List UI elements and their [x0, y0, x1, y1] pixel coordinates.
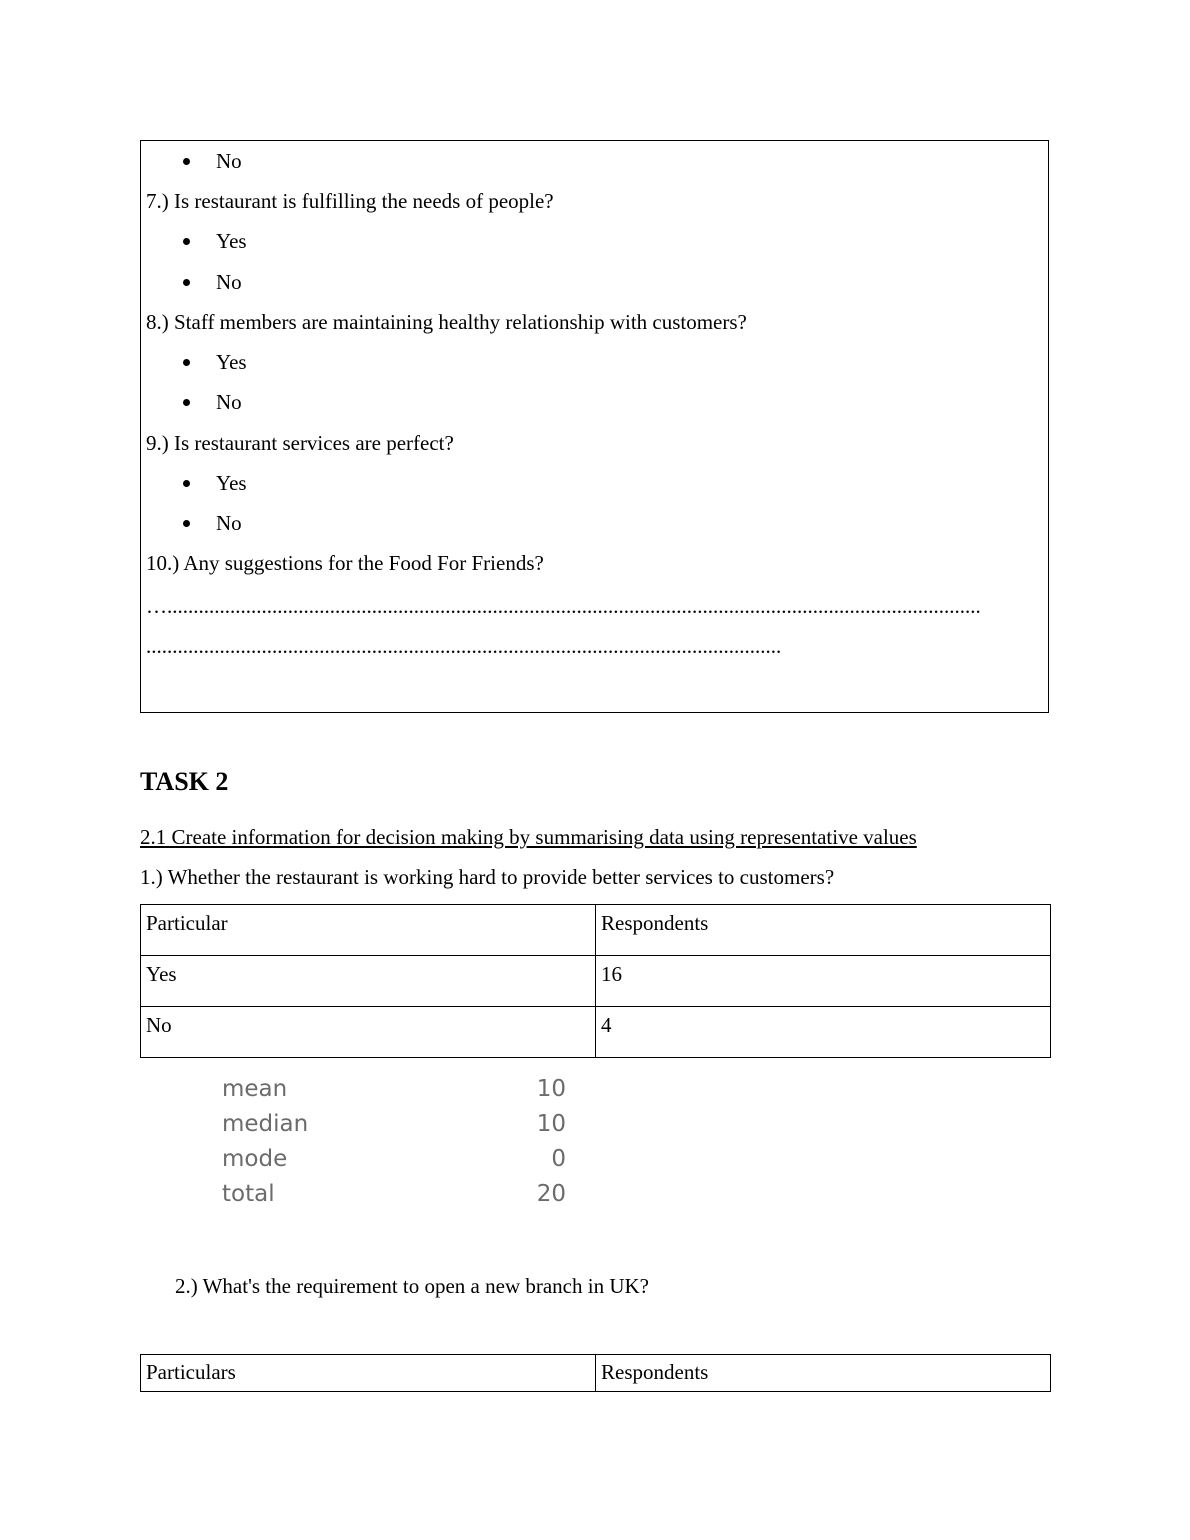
list-item [216, 229, 247, 253]
bullet-icon [183, 359, 190, 366]
stat-row [222, 1146, 572, 1181]
table-row [141, 956, 1051, 1007]
table-header-row [141, 1355, 1051, 1392]
table-header-cell: Respondents [596, 905, 1051, 956]
question-1: 1.) Whether the restaurant is working hard to provide better services to customers? [140, 865, 835, 889]
list-item [216, 390, 242, 414]
table-cell: Yes [141, 956, 596, 1007]
stat-value: 10 [536, 1111, 566, 1137]
bullet-icon [183, 238, 190, 245]
summary-statistics [222, 1076, 572, 1216]
answer-dotted-line-1: …........................................................................................................................................................... [146, 594, 981, 618]
stat-label: mean [222, 1076, 288, 1102]
stat-value: 0 [551, 1146, 566, 1172]
question-9: 9.) Is restaurant services are perfect? [146, 431, 454, 455]
list-item [216, 511, 242, 535]
stat-label: mode [222, 1146, 288, 1172]
stat-value: 20 [536, 1181, 566, 1207]
stat-label: median [222, 1111, 309, 1137]
question-7: 7.) Is restaurant is fulfilling the needs of people? [146, 189, 554, 213]
list-item [216, 350, 247, 374]
bullet-icon [183, 399, 190, 406]
option-label: No [216, 390, 242, 414]
list-item [216, 270, 242, 294]
option-label: Yes [216, 229, 247, 253]
answer-dotted-line-2: ......................................................................................................................... [146, 634, 782, 658]
table-cell: No [141, 1007, 596, 1058]
option-label: Yes [216, 350, 247, 374]
bullet-icon [183, 279, 190, 286]
list-item [216, 471, 247, 495]
question-10: 10.) Any suggestions for the Food For Friends? [146, 551, 544, 575]
table-header-cell: Particulars [141, 1355, 596, 1392]
question-2: 2.) What's the requirement to open a new branch in UK? [175, 1274, 649, 1298]
stat-label: total [222, 1181, 275, 1207]
bullet-icon [183, 520, 190, 527]
stat-row [222, 1181, 572, 1216]
option-label: No [216, 149, 242, 173]
section-title: TASK 2 [140, 767, 229, 796]
stat-row [222, 1076, 572, 1111]
table-header-cell: Respondents [596, 1355, 1051, 1392]
table-row [141, 1007, 1051, 1058]
option-label: No [216, 511, 242, 535]
questionnaire-box [140, 140, 1049, 713]
table-cell: 4 [596, 1007, 1051, 1058]
question-8: 8.) Staff members are maintaining healthy relationship with customers? [146, 310, 747, 334]
bullet-icon [183, 158, 190, 165]
stat-row [222, 1111, 572, 1146]
table-cell: 16 [596, 956, 1051, 1007]
list-item [216, 149, 242, 173]
bullet-icon [183, 480, 190, 487]
option-label: No [216, 270, 242, 294]
responses-table-1 [140, 904, 1051, 1058]
subheading: 2.1 Create information for decision making by summarising data using representative values [140, 825, 917, 849]
table-header-cell: Particular [141, 905, 596, 956]
stat-value: 10 [536, 1076, 566, 1102]
responses-table-2 [140, 1354, 1051, 1392]
option-label: Yes [216, 471, 247, 495]
table-header-row [141, 905, 1051, 956]
